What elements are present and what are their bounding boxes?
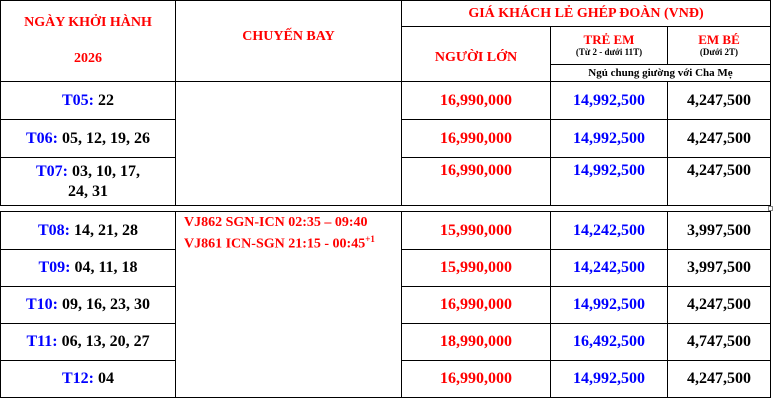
infant-label: EM BÉ [698, 31, 740, 47]
date-cell: T05: 22 [1, 82, 176, 120]
child-price: 14,242,500 [551, 212, 668, 250]
infant-price: 4,747,500 [668, 324, 771, 361]
flight-header: CHUYẾN BAY [176, 1, 402, 82]
child-price: 14,992,500 [551, 361, 668, 398]
child-price: 14,992,500 [551, 82, 668, 120]
table-row [1, 212, 771, 250]
table-row [1, 82, 771, 120]
date-cell: T07: 03, 10, 17, 24, 31 [1, 158, 176, 206]
infant-price: 4,247,500 [668, 361, 771, 398]
date-cell: T11: 06, 13, 20, 27 [1, 324, 176, 361]
return-flight: VJ861 ICN-SGN 21:15 - $00:45^{+1}$ [184, 234, 375, 252]
cell-resize-handle[interactable] [768, 206, 773, 211]
infant-price: 3,997,500 [668, 250, 771, 287]
adult-header: NGƯỜI LỚN [402, 27, 551, 82]
departure-year-label: 2026 [74, 51, 102, 66]
child-price: 14,242,500 [551, 250, 668, 287]
outbound-flight: VJ862 SGN-ICN 02:35 – 09:40 [184, 215, 368, 230]
infant-price: 4,247,500 [668, 287, 771, 324]
departure-header-label: NGÀY KHỞI HÀNH [24, 15, 152, 30]
infant-age-note: (Dưới 2T) [699, 46, 739, 57]
infant-price: 4,247,500 [668, 82, 771, 120]
child-age-note: (Từ 2 - dưới 11T) [575, 46, 643, 57]
adult-price: 16,990,000 [402, 158, 551, 206]
child-price: 16,492,500 [551, 324, 668, 361]
child-price: 14,992,500 [551, 287, 668, 324]
price-group-header: GIÁ KHÁCH LẺ GHÉP ĐOÀN (VNĐ) [402, 1, 771, 27]
date-cell: T12: 04 [1, 361, 176, 398]
adult-price: 18,990,000 [402, 324, 551, 361]
date-cell: T10: 09, 16, 23, 30 [1, 287, 176, 324]
flight-cell [176, 212, 402, 398]
departure-date-header [1, 1, 176, 82]
adult-price: 16,990,000 [402, 120, 551, 158]
infant-header [668, 27, 771, 65]
adult-price: 15,990,000 [402, 250, 551, 287]
date-cell: T08: 14, 21, 28 [1, 212, 176, 250]
adult-price: 16,990,000 [402, 361, 551, 398]
date-cell: T06: 05, 12, 19, 26 [1, 120, 176, 158]
infant-price: 4,247,500 [668, 158, 771, 206]
shared-bed-note: Ngủ chung giường với Cha Mẹ [551, 65, 771, 82]
adult-price: 16,990,000 [402, 82, 551, 120]
child-price: 14,992,500 [551, 158, 668, 206]
child-price: 14,992,500 [551, 120, 668, 158]
flight-cell-empty [176, 82, 402, 206]
child-header [551, 27, 668, 65]
adult-price: 16,990,000 [402, 287, 551, 324]
infant-price: 4,247,500 [668, 120, 771, 158]
adult-price: 15,990,000 [402, 212, 551, 250]
child-label: TRẺ EM [583, 31, 635, 47]
infant-price: 3,997,500 [668, 212, 771, 250]
date-cell: T09: 04, 11, 18 [1, 250, 176, 287]
